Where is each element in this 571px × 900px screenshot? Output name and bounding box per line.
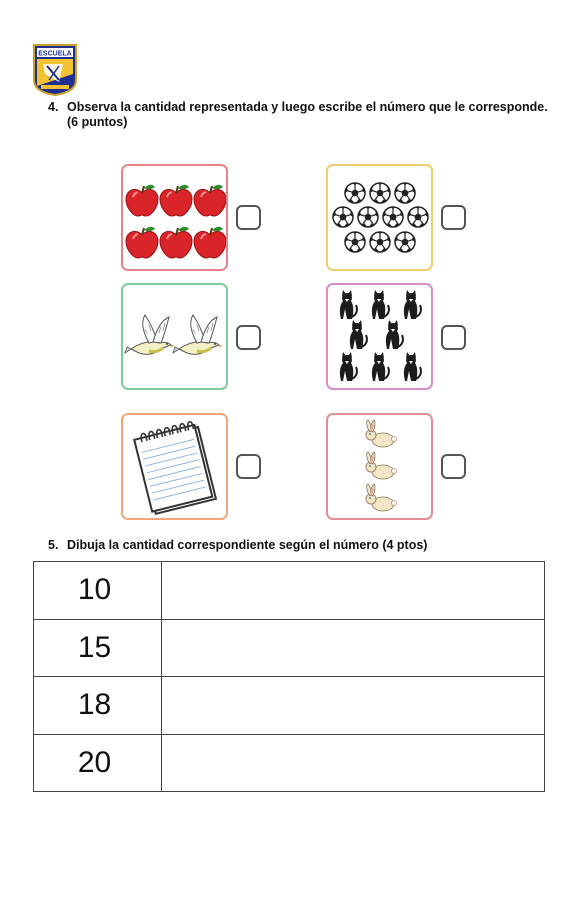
question-5-text: Dibuja la cantidad correspondiente según el número (4 ptos) <box>67 538 428 552</box>
soccer-ball-icon <box>395 232 415 252</box>
drawing-area[interactable] <box>162 734 545 792</box>
number-label: 15 <box>77 630 112 664</box>
apple-icon <box>194 227 226 258</box>
number-label: 10 <box>77 573 112 607</box>
apple-icon <box>160 227 192 258</box>
notepad-group <box>123 415 226 518</box>
school-crest-icon <box>33 44 77 96</box>
soccer-ball-icon <box>383 207 403 227</box>
answer-box-apples[interactable] <box>236 205 261 230</box>
answer-box-doves[interactable] <box>236 325 261 350</box>
card-apples <box>121 164 228 271</box>
apple-icon <box>160 185 192 216</box>
answer-box-soccer-balls[interactable] <box>441 205 466 230</box>
apple-icon <box>126 185 158 216</box>
card-notepad <box>121 413 228 520</box>
cat-icon <box>404 352 421 381</box>
cat-icon <box>372 352 389 381</box>
cats-group <box>328 285 431 388</box>
rabbits-group <box>328 415 431 518</box>
number-label: 20 <box>77 745 112 779</box>
table-row <box>34 562 545 620</box>
card-cats <box>326 283 433 390</box>
notepad-icon <box>133 420 216 514</box>
soccer-balls-group <box>328 166 431 269</box>
card-doves <box>121 283 228 390</box>
cat-icon <box>404 290 421 319</box>
cat-icon <box>372 290 389 319</box>
number-cell <box>34 734 162 792</box>
drawing-table <box>33 561 545 792</box>
soccer-ball-icon <box>345 183 365 203</box>
apple-icon <box>194 185 226 216</box>
question-4-text: Observa la cantidad representada y luego escribe el número que le corresponde. (6 puntos) <box>67 100 548 129</box>
cat-icon <box>340 352 357 381</box>
question-4-number: 4. <box>48 100 59 114</box>
school-logo <box>33 44 77 96</box>
table-row <box>34 677 545 735</box>
rabbit-icon <box>366 484 397 511</box>
number-label: 18 <box>77 688 112 722</box>
drawing-area[interactable] <box>162 677 545 735</box>
table-row <box>34 734 545 792</box>
soccer-ball-icon <box>370 183 390 203</box>
logo-text: ESCUELA <box>38 50 72 58</box>
card-soccer-balls <box>326 164 433 271</box>
apple-icon <box>126 227 158 258</box>
cat-icon <box>340 290 357 319</box>
question-5-number: 5. <box>48 538 59 552</box>
rabbit-icon <box>366 452 397 479</box>
soccer-ball-icon <box>395 183 415 203</box>
answer-box-cats[interactable] <box>441 325 466 350</box>
drawing-area[interactable] <box>162 619 545 677</box>
soccer-ball-icon <box>370 232 390 252</box>
drawing-area[interactable] <box>162 562 545 620</box>
soccer-ball-icon <box>408 207 428 227</box>
apples-group <box>123 166 226 269</box>
answer-box-notepad[interactable] <box>236 454 261 479</box>
cat-icon <box>386 320 403 349</box>
question-5 <box>48 538 548 553</box>
rabbit-icon <box>366 420 397 447</box>
soccer-ball-icon <box>333 207 353 227</box>
cat-icon <box>350 320 367 349</box>
dove-icon <box>125 315 175 354</box>
dove-icon <box>173 315 223 354</box>
card-rabbits <box>326 413 433 520</box>
table-row <box>34 619 545 677</box>
answer-box-rabbits[interactable] <box>441 454 466 479</box>
soccer-ball-icon <box>358 207 378 227</box>
number-cell <box>34 562 162 620</box>
question-4 <box>48 100 548 130</box>
number-cell <box>34 619 162 677</box>
soccer-ball-icon <box>345 232 365 252</box>
doves-group <box>123 285 226 388</box>
number-cell <box>34 677 162 735</box>
